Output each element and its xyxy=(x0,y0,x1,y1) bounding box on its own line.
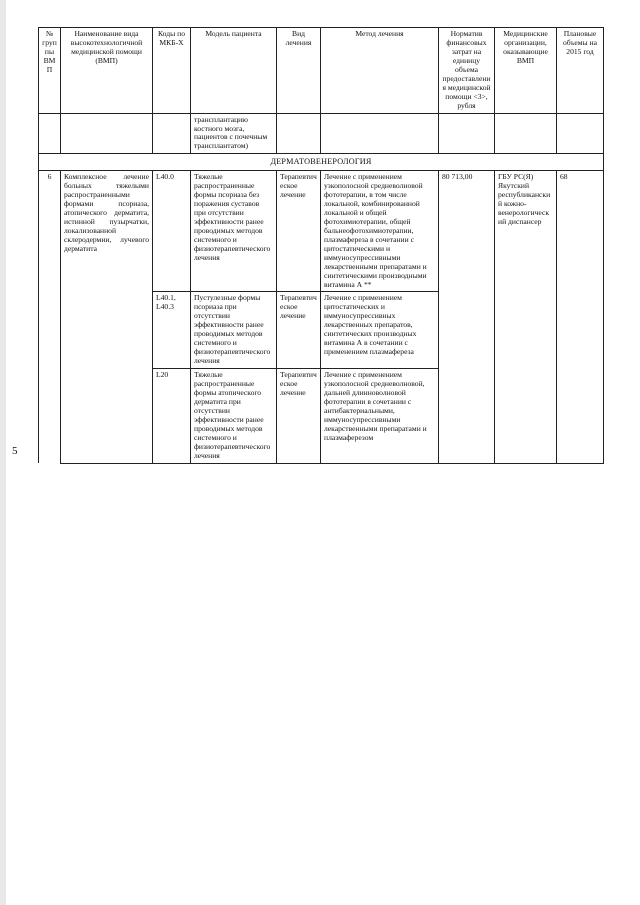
header-medical-orgs: Медицинские организации, оказывающие ВМП xyxy=(495,28,557,114)
cost-standard: 80 713,00 xyxy=(439,171,495,464)
icd-codes: L40.0 xyxy=(153,171,191,292)
header-group-number: № группы ВМП xyxy=(39,28,61,114)
table-header-row xyxy=(39,28,604,114)
header-treatment-kind: Вид лечения xyxy=(277,28,321,114)
header-vmp-name: Наименование вида высокотехнологичной медицинской помощи (ВМП) xyxy=(61,28,153,114)
vmp-name: Комплексное лечение больных тяжелыми распространенными формами псориаза, атопического дерматита, истинной пузырчатки, локализованной склеродермии, лучевого дерматита xyxy=(61,171,153,464)
patient-model: Пустулезные формы псориаза при отсутствии эффективности ранее проводимых методов системного и физиотерапевтического лечения xyxy=(191,292,277,369)
treatment-kind: Терапевтическое лечение xyxy=(277,171,321,292)
section-row xyxy=(39,154,604,171)
table-row xyxy=(39,171,604,292)
header-planned-volume: Плановые объемы на 2015 год xyxy=(557,28,604,114)
header-cost-standard: Норматив финансовых затрат на единицу объема предоставления медицинской помощи <3>, рубля xyxy=(439,28,495,114)
treatment-method: Лечение с применением узкополосной средневолновой, дальней длинноволновой фототерапии в сочетании с антибактериальными, иммуносупрессивными лекарственными препаратами и плазмаферезом xyxy=(321,369,439,464)
treatment-method: Лечение с применением узкополосной средневолновой фототерапии, в том числе локальной, комбинированной локальной и общей фотохимиотерапии, общей бальнеофотохимиотерапии, плазмафереза в сочетании с цитостатическими и иммуносупрессивными лекарственными препаратами и синтетическими производными витамина А ** xyxy=(321,171,439,292)
header-patient-model: Модель пациента xyxy=(191,28,277,114)
patient-model: Тяжелые распространенные формы псориаза без поражения суставов при отсутствии эффективности ранее проводимых методов системного и физиотерапевтического лечения xyxy=(191,171,277,292)
treatment-kind: Терапевтическое лечение xyxy=(277,369,321,464)
icd-codes: L40.1, L40.3 xyxy=(153,292,191,369)
page-number: 5 xyxy=(12,445,18,457)
continuation-patient-model: трансплантацию костного мозга, пациентов с почечным трансплантатом) xyxy=(191,113,277,154)
treatment-kind: Терапевтическое лечение xyxy=(277,292,321,369)
group-number: 6 xyxy=(39,171,61,464)
scan-edge xyxy=(0,0,6,905)
header-treatment-method: Метод лечения xyxy=(321,28,439,114)
icd-codes: L20 xyxy=(153,369,191,464)
treatment-method: Лечение с применением цитостатических и иммуносупрессивных лекарственных препаратов, синтетических производных витамина А в сочетании с применением плазмафереза xyxy=(321,292,439,369)
vmp-table xyxy=(38,27,603,879)
section-title: ДЕРМАТОВЕНЕРОЛОГИЯ xyxy=(39,154,604,171)
planned-volume: 68 xyxy=(557,171,604,464)
patient-model: Тяжелые распространенные формы атопического дерматита при отсутствии эффективности ранее проводимых методов системного и физиотерапевтического лечения xyxy=(191,369,277,464)
medical-org: ГБУ РС(Я) Якутский республиканский кожно-венерологический диспансер xyxy=(495,171,557,464)
continuation-row xyxy=(39,113,604,154)
header-icd-codes: Коды по МКБ-Х xyxy=(153,28,191,114)
